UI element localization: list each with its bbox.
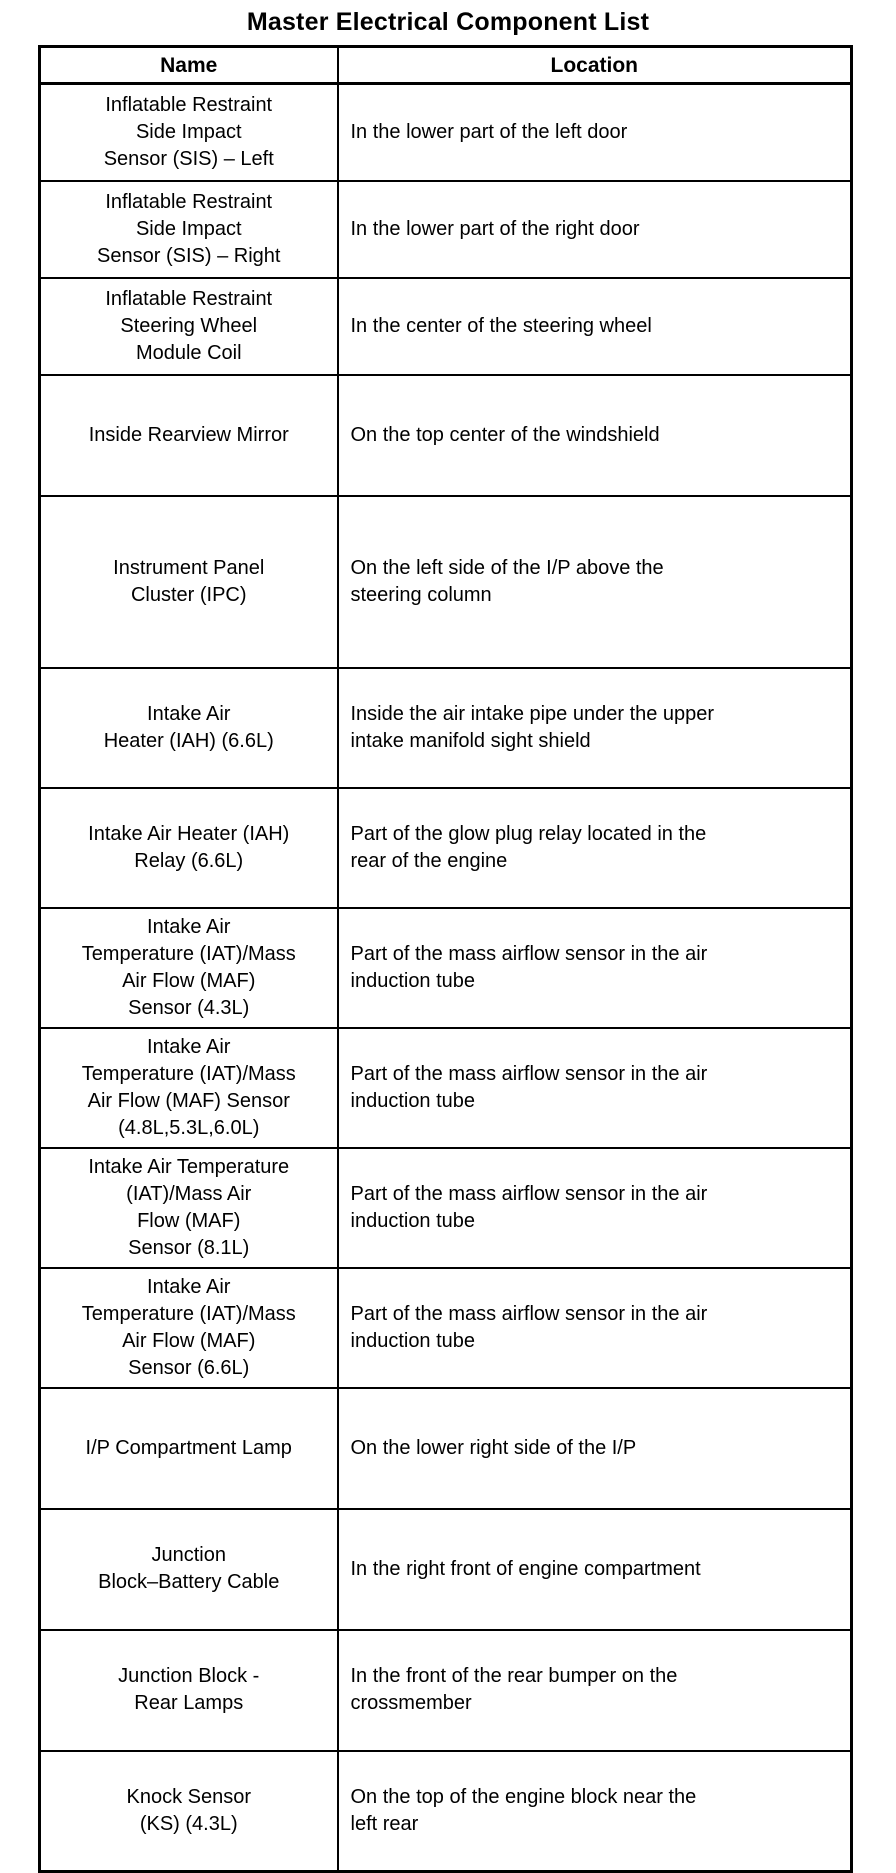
table-row bbox=[40, 496, 852, 668]
table-row bbox=[40, 84, 852, 181]
table-row bbox=[40, 278, 852, 375]
table-row bbox=[40, 1388, 852, 1509]
table-row bbox=[40, 375, 852, 496]
component-location: In the center of the steering wheel bbox=[338, 278, 852, 375]
table-row bbox=[40, 908, 852, 1028]
component-name: Inflatable Restraint Side Impact Sensor (SIS) – Right bbox=[40, 181, 338, 278]
component-name: Intake Air Temperature (IAT)/Mass Air Flow (MAF) Sensor (8.1L) bbox=[40, 1148, 338, 1268]
component-location: In the lower part of the left door bbox=[338, 84, 852, 181]
header-row bbox=[40, 47, 852, 84]
page-title: Master Electrical Component List bbox=[246, 8, 650, 36]
component-name: Inflatable Restraint Side Impact Sensor (SIS) – Left bbox=[40, 84, 338, 181]
component-name: Inside Rearview Mirror bbox=[40, 375, 338, 496]
component-location: In the front of the rear bumper on the crossmember bbox=[338, 1630, 852, 1751]
component-name: I/P Compartment Lamp bbox=[40, 1388, 338, 1509]
table-row bbox=[40, 1509, 852, 1630]
component-location: In the lower part of the right door bbox=[338, 181, 852, 278]
component-name: Junction Block–Battery Cable bbox=[40, 1509, 338, 1630]
component-name: Instrument Panel Cluster (IPC) bbox=[40, 496, 338, 668]
table-row bbox=[40, 1148, 852, 1268]
component-location: Part of the glow plug relay located in the rear of the engine bbox=[338, 788, 852, 908]
component-name: Intake Air Heater (IAH) Relay (6.6L) bbox=[40, 788, 338, 908]
table-row bbox=[40, 1268, 852, 1388]
component-location: On the top center of the windshield bbox=[338, 375, 852, 496]
component-location: Part of the mass airflow sensor in the air induction tube bbox=[338, 908, 852, 1028]
component-location: Part of the mass airflow sensor in the air induction tube bbox=[338, 1148, 852, 1268]
component-location: On the left side of the I/P above the steering column bbox=[338, 496, 852, 668]
component-location: Part of the mass airflow sensor in the air induction tube bbox=[338, 1268, 852, 1388]
table-row bbox=[40, 1630, 852, 1751]
table-row bbox=[40, 1028, 852, 1148]
table-row bbox=[40, 788, 852, 908]
component-name: Inflatable Restraint Steering Wheel Module Coil bbox=[40, 278, 338, 375]
component-name: Knock Sensor (KS) (4.3L) bbox=[40, 1751, 338, 1872]
table-row bbox=[40, 1751, 852, 1872]
component-location: On the lower right side of the I/P bbox=[338, 1388, 852, 1509]
component-name: Intake Air Temperature (IAT)/Mass Air Flow (MAF) Sensor (6.6L) bbox=[40, 1268, 338, 1388]
component-name: Junction Block - Rear Lamps bbox=[40, 1630, 338, 1751]
component-name: Intake Air Temperature (IAT)/Mass Air Flow (MAF) Sensor (4.8L,5.3L,6.0L) bbox=[40, 1028, 338, 1148]
column-header-name: Name bbox=[40, 47, 338, 84]
component-name: Intake Air Heater (IAH) (6.6L) bbox=[40, 668, 338, 788]
column-header-location: Location bbox=[338, 47, 852, 84]
table-row bbox=[40, 181, 852, 278]
component-name: Intake Air Temperature (IAT)/Mass Air Flow (MAF) Sensor (4.3L) bbox=[40, 908, 338, 1028]
table-row bbox=[40, 668, 852, 788]
component-table bbox=[38, 45, 853, 1873]
component-location: On the top of the engine block near the left rear bbox=[338, 1751, 852, 1872]
component-location: Inside the air intake pipe under the upper intake manifold sight shield bbox=[338, 668, 852, 788]
component-location: Part of the mass airflow sensor in the air induction tube bbox=[338, 1028, 852, 1148]
component-location: In the right front of engine compartment bbox=[338, 1509, 852, 1630]
